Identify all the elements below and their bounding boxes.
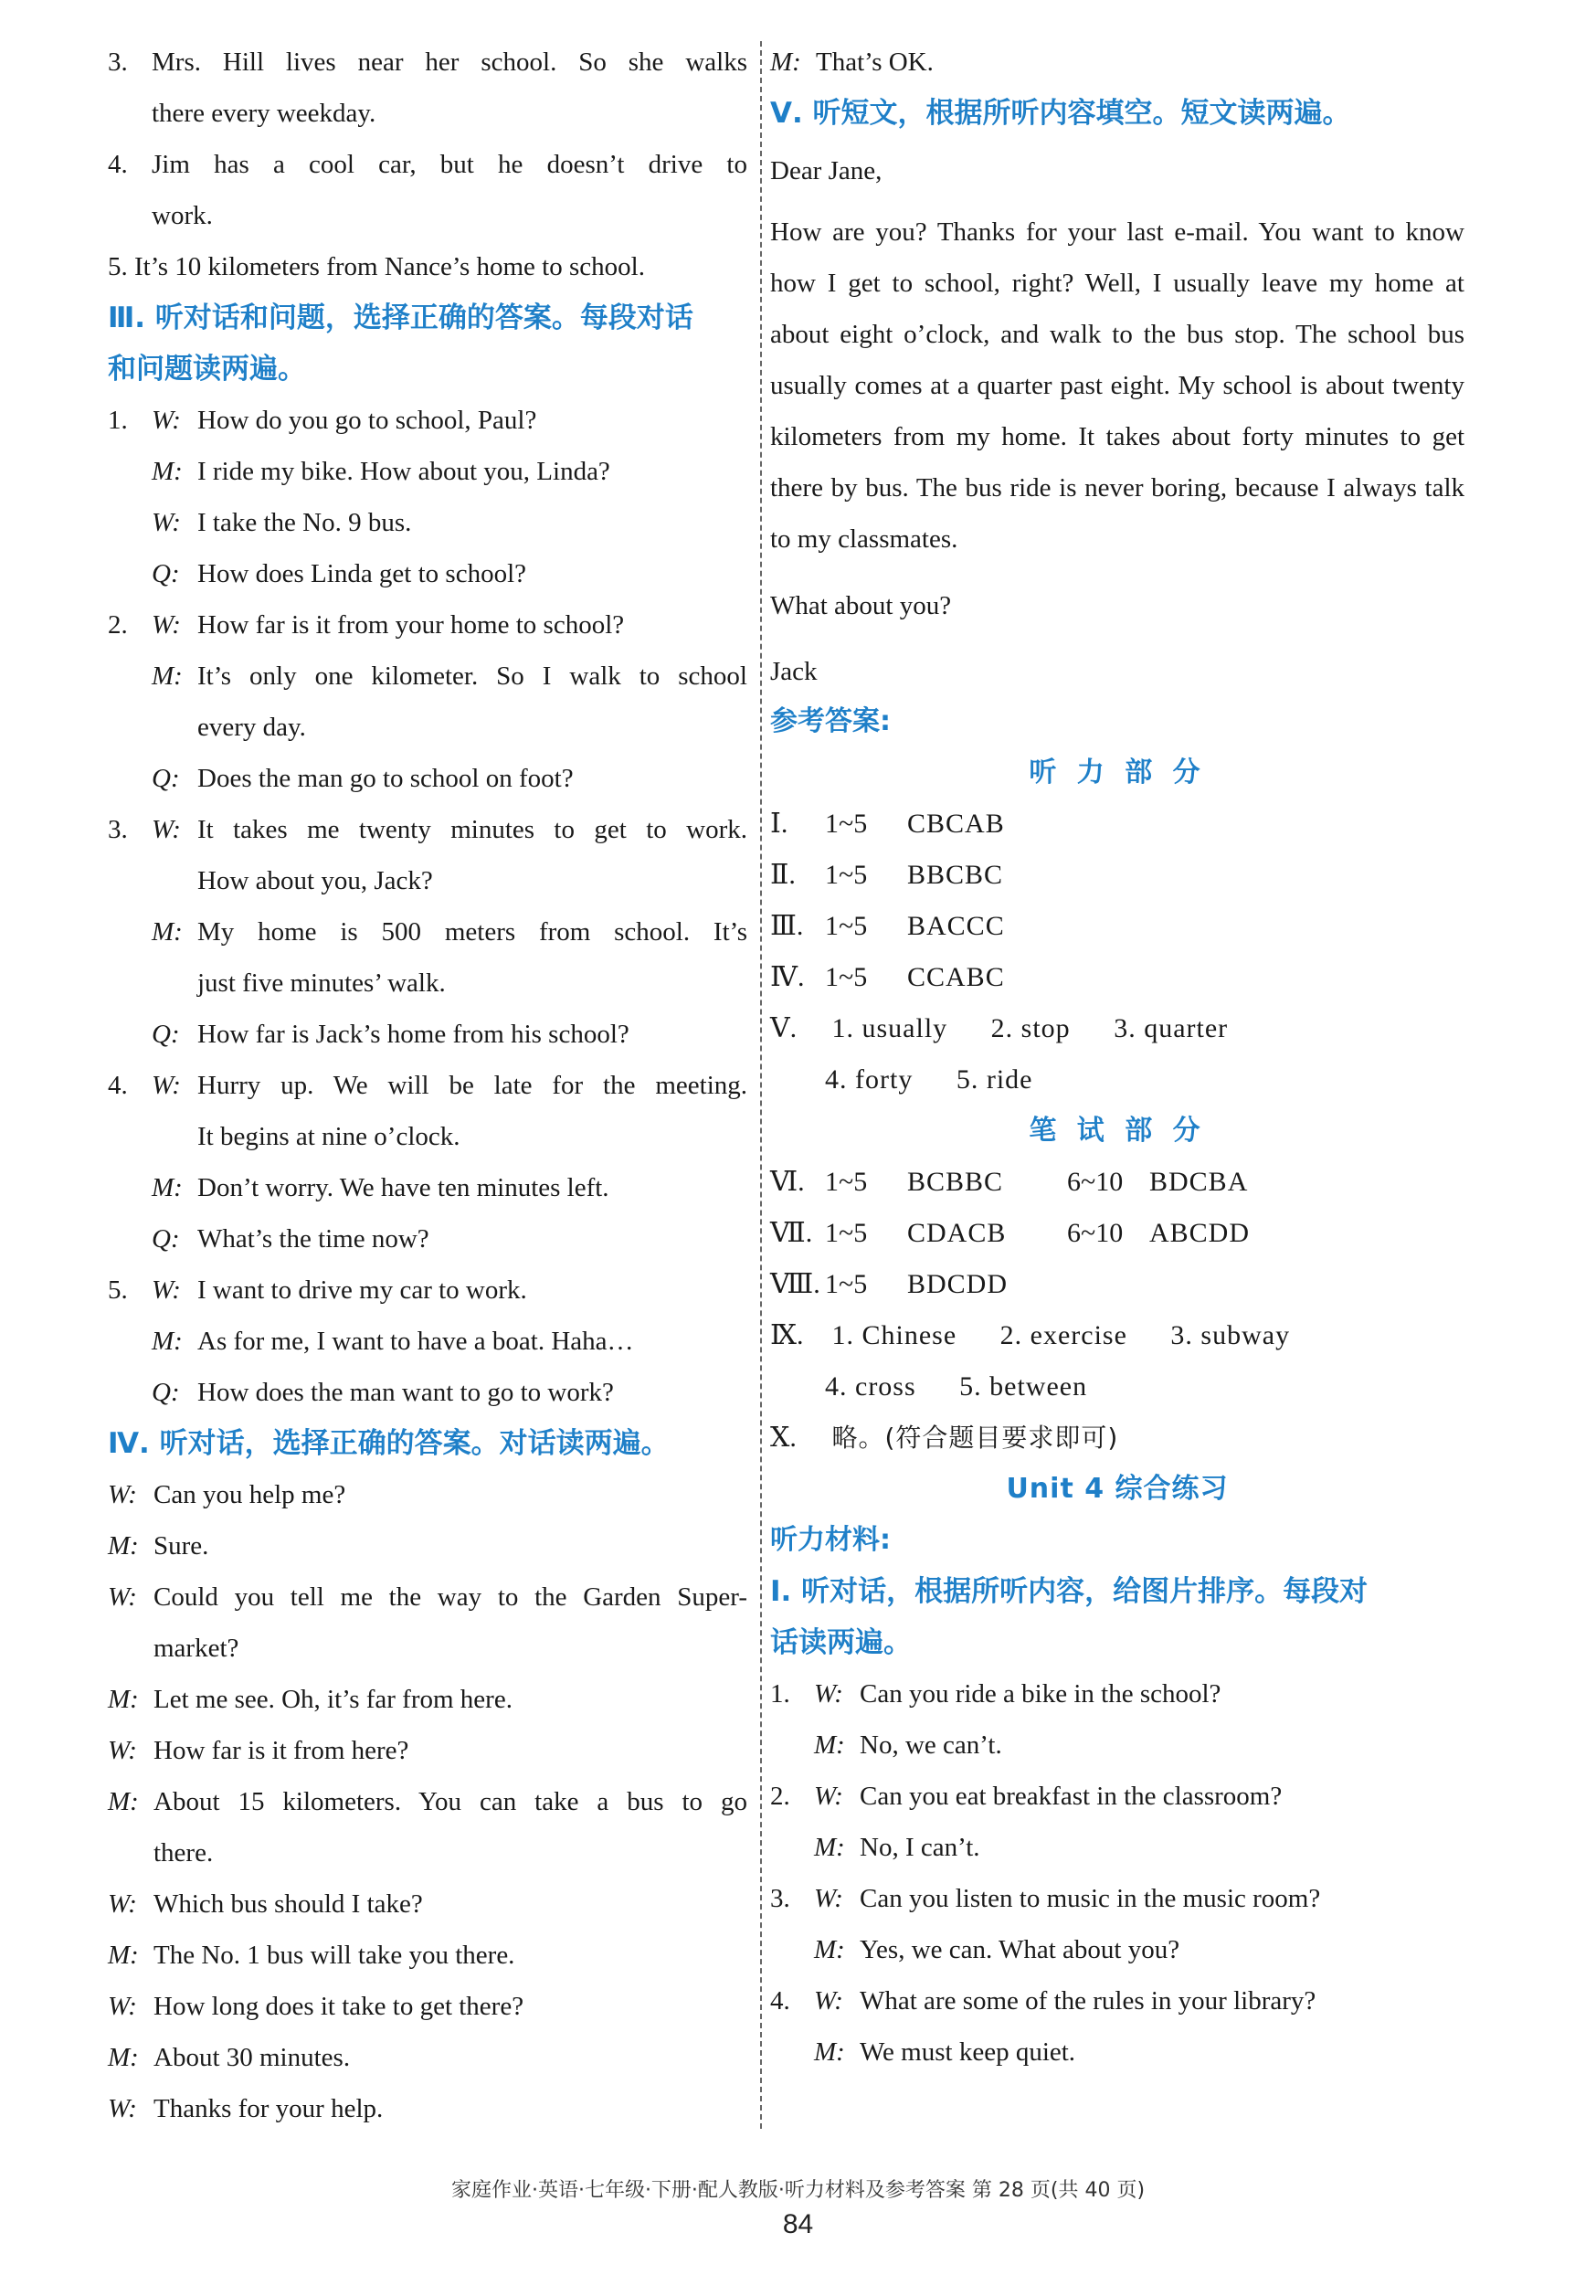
text-line	[108, 1725, 747, 1776]
dialog-text: The No. 1 bus will take you there.	[153, 1941, 515, 1970]
speaker-label: W:	[152, 1071, 181, 1100]
letter-question: What about you?	[770, 591, 952, 620]
answer-item: 2. exercise	[999, 1320, 1127, 1350]
speaker-label: M:	[814, 2037, 845, 2067]
answer-item: 4. forty	[825, 1064, 914, 1095]
text-line	[108, 1213, 747, 1264]
dialog-text: That’s OK.	[816, 48, 934, 77]
roman-numeral: Ⅶ.	[770, 1218, 813, 1248]
section-heading-1-line2: 话读两遍。	[770, 1626, 912, 1659]
answer-value: BACCC	[907, 911, 1005, 941]
answer-row	[770, 952, 1464, 1003]
page-footer: 家庭作业·英语·七年级·下册·配人教版·听力材料及参考答案 第 28 页(共 40 页)	[450, 2179, 1146, 2202]
dialog-text: every day.	[197, 713, 306, 742]
indent-spacer	[770, 1719, 814, 1771]
text-line	[108, 958, 747, 1009]
indent-spacer	[108, 548, 152, 599]
answer-row	[770, 1259, 1464, 1310]
answer-item: 2. stop	[990, 1013, 1071, 1043]
answer-item: 3. subway	[1170, 1320, 1291, 1350]
text-line	[108, 1571, 747, 1623]
text-line	[108, 2032, 747, 2083]
text-line	[108, 1878, 747, 1930]
answer-item: 1. Chinese	[831, 1320, 957, 1350]
speaker-label: W:	[108, 1992, 137, 2021]
item-number: 2.	[770, 1782, 790, 1811]
letter-body: How are you? Thanks for your last e-mail. You want to know how I get to school, right? Well, I usually leave my home at about eight o’clock, and walk to the bus stop. The school bus usually comes at a quarter past eight. My school is about twenty kilometers from my home. It takes about forty minutes to get there by bus. The bus ride is never boring, because I always talk to my classmates.	[770, 217, 1464, 554]
answer-value: ABCDD	[1149, 1218, 1251, 1248]
answer-value: BDCBA	[1149, 1167, 1249, 1197]
dialog-line	[770, 1719, 1464, 1771]
answer-range: 1~5	[825, 962, 868, 992]
speaker-label: M:	[108, 1787, 139, 1816]
speaker-label: W:	[152, 815, 181, 844]
text-line	[108, 702, 747, 753]
text-line	[108, 1827, 747, 1878]
item-number: 1.	[108, 406, 128, 435]
text-line	[108, 855, 747, 906]
item-text: Jim has a cool car, but he doesn’t drive to	[152, 150, 747, 179]
answer-range: 1~5	[825, 860, 868, 890]
listening-section-title: 听 力 部 分	[1029, 757, 1206, 788]
text-line	[108, 1520, 747, 1571]
dialog-text: Can you ride a bike in the school?	[860, 1679, 1221, 1709]
dialog-text: It begins at nine o’clock.	[197, 1122, 460, 1151]
speaker-label: W:	[108, 1582, 137, 1612]
dialog-text: No, I can’t.	[860, 1833, 980, 1862]
indent-spacer	[108, 1367, 152, 1418]
text-line	[108, 1111, 747, 1162]
dialog-text: How long does it take to get there?	[153, 1992, 524, 2021]
speaker-label: Q:	[152, 1020, 180, 1049]
speaker-label: W:	[152, 610, 181, 640]
text-line	[108, 1367, 747, 1418]
answer-row-v	[770, 1003, 1464, 1054]
dialog-text: What’s the time now?	[197, 1224, 429, 1254]
speaker-label: W:	[814, 1986, 843, 2016]
text-line	[108, 599, 747, 651]
dialog-text: We must keep quiet.	[860, 2037, 1076, 2067]
item-text: Mrs. Hill lives near her school. So she walks	[152, 48, 747, 77]
writing-answers	[770, 1157, 1464, 1310]
indent-spacer	[108, 1316, 152, 1367]
text-line	[108, 753, 747, 804]
dialog-text: I want to drive my car to work.	[197, 1275, 527, 1305]
answer-item: 3. quarter	[1114, 1013, 1229, 1043]
speaker-label: W:	[152, 1275, 181, 1305]
speaker-label: M:	[814, 1935, 845, 1964]
dialog-text: It takes me twenty minutes to get to work.	[197, 815, 747, 844]
dialog-text: Could you tell me the way to the Garden Super-	[153, 1582, 747, 1612]
dialog-text: How far is it from here?	[153, 1736, 409, 1765]
dialog-line	[770, 1822, 1464, 1873]
speaker-label: M:	[108, 1941, 139, 1970]
dialog-text: How does Linda get to school?	[197, 559, 527, 588]
speaker-label: M:	[152, 917, 183, 947]
speaker-label: M:	[814, 1833, 845, 1862]
dialog-text: My home is 500 meters from school. It’s	[197, 917, 747, 947]
dialog-text: just five minutes’ walk.	[197, 968, 446, 998]
dialog-line	[770, 2026, 1464, 2078]
speaker-label: Q:	[152, 1224, 180, 1254]
roman-numeral: Ⅸ.	[770, 1320, 804, 1350]
text-line	[108, 497, 747, 548]
dialog-text: How far is Jack’s home from his school?	[197, 1020, 629, 1049]
column-divider	[760, 41, 762, 2129]
speaker-label: W:	[108, 1480, 137, 1509]
dialog-line	[770, 1668, 1464, 1719]
answer-row	[770, 901, 1464, 952]
item-text: there every weekday.	[152, 99, 376, 128]
dialog-text: As for me, I want to have a boat. Haha…	[197, 1327, 634, 1356]
answer-range: 1~5	[825, 809, 868, 839]
answer-value: BBCBC	[907, 860, 1004, 890]
dialog-text: Yes, we can. What about you?	[860, 1935, 1180, 1964]
indent-spacer	[108, 753, 152, 804]
dialog-text: About 30 minutes.	[153, 2043, 351, 2072]
dialog-text: Does the man go to school on foot?	[197, 764, 574, 793]
answer-row-ix	[770, 1310, 1464, 1361]
dialog-line	[770, 1975, 1464, 2026]
answer-value: CCABC	[907, 962, 1005, 992]
answer-item: 略。(符合题目要求即可)	[831, 1423, 1119, 1453]
text-line	[108, 906, 747, 958]
speaker-label: W:	[152, 406, 181, 435]
dialog-text: About 15 kilometers. You can take a bus to go	[153, 1787, 747, 1816]
speaker-label: Q:	[152, 764, 180, 793]
dialog-text: Thanks for your help.	[153, 2094, 384, 2123]
text-line	[108, 651, 747, 702]
dialog-text: Let me see. Oh, it’s far from here.	[153, 1685, 513, 1714]
speaker-label: M:	[152, 1327, 183, 1356]
item-number: 3.	[108, 48, 128, 77]
text-line	[108, 1776, 747, 1827]
indent-spacer	[108, 446, 152, 497]
text-line	[108, 1469, 747, 1520]
item-number: 5.	[108, 1275, 128, 1305]
answer-row-v-cont	[770, 1054, 1464, 1106]
text-line	[108, 139, 747, 190]
answer-range: 1~5	[825, 1269, 868, 1299]
roman-numeral: Ⅷ.	[770, 1269, 820, 1299]
speaker-label: M:	[152, 457, 183, 486]
answer-value: CDACB	[907, 1218, 1007, 1248]
speaker-label: M:	[108, 1685, 139, 1714]
dialog-text: I take the No. 9 bus.	[197, 508, 412, 537]
answer-item: 5. ride	[956, 1064, 1033, 1095]
text-line	[108, 241, 747, 292]
answer-item: 1. usually	[831, 1013, 948, 1043]
indent-spacer	[108, 651, 152, 702]
roman-numeral: Ⅵ.	[770, 1167, 805, 1197]
dialog-text: How about you, Jack?	[197, 866, 433, 895]
dialog-text: It’s only one kilometer. So I walk to school	[197, 661, 747, 691]
writing-section-title: 笔 试 部 分	[1029, 1115, 1206, 1147]
text-line	[108, 2083, 747, 2134]
dialog-text: I ride my bike. How about you, Linda?	[197, 457, 610, 486]
answer-range: 6~10	[1067, 1218, 1124, 1248]
roman-numeral: Ⅳ.	[770, 962, 805, 992]
text-line	[108, 88, 747, 139]
text-line	[108, 1264, 747, 1316]
answer-value: CBCAB	[907, 809, 1005, 839]
dialog-text: there.	[153, 1838, 214, 1867]
unit-title: Unit 4 综合练习	[1006, 1473, 1229, 1505]
section-heading: Ⅲ. 听对话和问题，选择正确的答案。每段对话	[108, 302, 693, 334]
speaker-label: W:	[814, 1679, 843, 1709]
speaker-label: M:	[108, 1531, 139, 1561]
dialog-text: Can you help me?	[153, 1480, 346, 1509]
dialog-text: Can you listen to music in the music room?	[860, 1884, 1321, 1913]
dialog-text: Hurry up. We will be late for the meeting.	[197, 1071, 747, 1100]
item-number: 4.	[770, 1986, 790, 2016]
dialog-text: What are some of the rules in your library?	[860, 1986, 1316, 2016]
roman-numeral: Ⅰ.	[770, 809, 788, 839]
roman-numeral: Ⅱ.	[770, 860, 796, 890]
listening-answers	[770, 799, 1464, 1003]
text-line	[108, 1316, 747, 1367]
dialog-line	[770, 37, 1464, 88]
dialog-line	[770, 1873, 1464, 1924]
speaker-label: M:	[814, 1730, 845, 1760]
text-line	[108, 548, 747, 599]
item-number: 3.	[770, 1884, 790, 1913]
indent-spacer	[770, 1822, 814, 1873]
roman-numeral: Ⅹ.	[770, 1423, 797, 1453]
roman-numeral: Ⅲ.	[770, 911, 804, 941]
text-line	[108, 1162, 747, 1213]
dialog-line	[770, 1771, 1464, 1822]
left-column	[108, 37, 747, 2134]
dialog-text: Can you eat breakfast in the classroom?	[860, 1782, 1283, 1811]
item-number: 4.	[108, 150, 128, 179]
letter-greeting: Dear Jane,	[770, 156, 883, 185]
dialog-text: No, we can’t.	[860, 1730, 1002, 1760]
answer-range: 1~5	[825, 911, 868, 941]
answers-label: 参考答案:	[770, 705, 891, 737]
text-line	[108, 1674, 747, 1725]
answer-range: 6~10	[1067, 1167, 1124, 1197]
dialog-text: Sure.	[153, 1531, 209, 1561]
indent-spacer	[108, 1162, 152, 1213]
indent-spacer	[108, 497, 152, 548]
speaker-label: W:	[108, 1736, 137, 1765]
speaker-label: Q:	[152, 1378, 180, 1407]
right-column	[770, 37, 1464, 2078]
indent-spacer	[108, 1009, 152, 1060]
item-number: 4.	[108, 1071, 128, 1100]
answer-row	[770, 799, 1464, 850]
page-number: 84	[782, 2209, 814, 2239]
speaker-label: W:	[108, 1889, 137, 1919]
answer-row-ix-cont	[770, 1361, 1464, 1413]
letter-signature: Jack	[770, 657, 818, 686]
section-heading: Ⅳ. 听对话，选择正确的答案。对话读两遍。	[108, 1427, 670, 1460]
answer-row-x	[770, 1413, 1464, 1464]
answer-range: 1~5	[825, 1167, 868, 1197]
item-text: work.	[152, 201, 213, 230]
answer-value: BCBBC	[907, 1167, 1004, 1197]
speaker-label: M:	[108, 2043, 139, 2072]
material-label: 听力材料:	[770, 1524, 891, 1556]
section-heading-5: Ⅴ. 听短文，根据所听内容填空。短文读两遍。	[770, 97, 1351, 130]
text-line	[108, 804, 747, 855]
item-number: 1.	[770, 1679, 790, 1709]
dialog-text: Which bus should I take?	[153, 1889, 423, 1919]
item-number: 3.	[108, 815, 128, 844]
indent-spacer	[770, 1924, 814, 1975]
text-line	[108, 37, 747, 88]
dialog-text: How do you go to school, Paul?	[197, 406, 537, 435]
answer-row	[770, 850, 1464, 901]
answer-row	[770, 1208, 1464, 1259]
speaker-label: W:	[108, 2094, 137, 2123]
text-line	[108, 1623, 747, 1674]
answer-range: 1~5	[825, 1218, 868, 1248]
text-line	[108, 1981, 747, 2032]
speaker-label: M:	[152, 661, 183, 691]
text-line	[108, 1060, 747, 1111]
dialog-text: market?	[153, 1634, 239, 1663]
speaker-label: Q:	[152, 559, 180, 588]
indent-spacer	[108, 1213, 152, 1264]
roman-numeral: Ⅴ.	[770, 1013, 798, 1043]
text-line	[108, 190, 747, 241]
indent-spacer	[108, 906, 152, 958]
answer-item: 5. between	[959, 1371, 1088, 1402]
speaker-label: W:	[814, 1884, 843, 1913]
text-line	[108, 446, 747, 497]
section-heading-1-line1: Ⅰ. 听对话，根据所听内容，给图片排序。每段对	[770, 1575, 1369, 1608]
dialog-text: How far is it from your home to school?	[197, 610, 625, 640]
answer-row	[770, 1157, 1464, 1208]
speaker-label: W:	[152, 508, 181, 537]
unit4-dialogs	[770, 1668, 1464, 2078]
dialog-text: Don’t worry. We have ten minutes left.	[197, 1173, 609, 1202]
item-text: 5. It’s 10 kilometers from Nance’s home to school.	[108, 252, 645, 281]
speaker-label: M:	[770, 48, 801, 77]
dialog-line	[770, 1924, 1464, 1975]
answer-value: BDCDD	[907, 1269, 1009, 1299]
text-line	[108, 1930, 747, 1981]
text-line	[108, 1009, 747, 1060]
answer-item: 4. cross	[825, 1371, 916, 1402]
text-line	[108, 395, 747, 446]
item-number: 2.	[108, 610, 128, 640]
section-heading: 和问题读两遍。	[108, 353, 306, 386]
speaker-label: M:	[152, 1173, 183, 1202]
speaker-label: W:	[814, 1782, 843, 1811]
indent-spacer	[770, 2026, 814, 2078]
dialog-text: How does the man want to go to work?	[197, 1378, 614, 1407]
